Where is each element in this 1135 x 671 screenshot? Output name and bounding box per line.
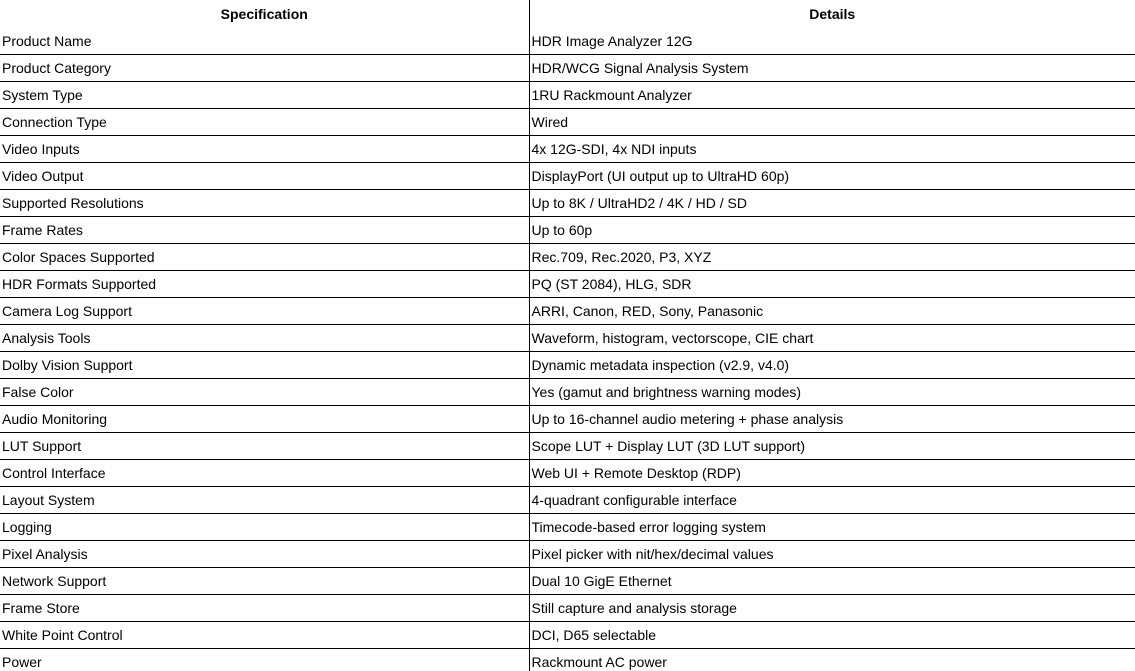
spec-name-cell: Product Category: [0, 55, 529, 82]
spec-name-cell: System Type: [0, 82, 529, 109]
spec-detail-cell: Yes (gamut and brightness warning modes): [531, 384, 802, 400]
spec-detail-cell: Rackmount AC power: [531, 654, 667, 670]
spec-detail-cell: ARRI, Canon, RED, Sony, Panasonic: [531, 303, 764, 319]
spec-name-cell: Power: [0, 649, 529, 671]
spec-name-cell: Frame Store: [0, 595, 529, 622]
table-row: [0, 487, 1135, 514]
spec-detail-cell: Dynamic metadata inspection (v2.9, v4.0): [531, 357, 790, 373]
table-row: [0, 622, 1135, 649]
table-row: [0, 433, 1135, 460]
spec-name-cell: Analysis Tools: [0, 325, 529, 352]
spec-name-cell: Audio Monitoring: [0, 406, 529, 433]
spec-detail-cell: HDR Image Analyzer 12G: [531, 33, 693, 49]
table-row: [0, 325, 1135, 352]
spec-name-cell: Pixel Analysis: [0, 541, 529, 568]
spec-detail-cell: 1RU Rackmount Analyzer: [531, 87, 692, 103]
spec-detail-cell: Scope LUT + Display LUT (3D LUT support): [531, 438, 806, 454]
table-row: [0, 244, 1135, 271]
table-row: [0, 541, 1135, 568]
spec-name-cell: Layout System: [0, 487, 529, 514]
table-row: [0, 136, 1135, 163]
table-row: [0, 406, 1135, 433]
spec-name-cell: Video Inputs: [0, 136, 529, 163]
spec-name-cell: Dolby Vision Support: [0, 352, 529, 379]
header-details: Details: [809, 6, 856, 22]
table-body: [0, 28, 1135, 671]
spec-name-cell: Video Output: [0, 163, 529, 190]
spec-name-cell: Network Support: [0, 568, 529, 595]
spec-name-cell: Product Name: [0, 28, 529, 55]
spec-detail-cell: DisplayPort (UI output up to UltraHD 60p): [531, 168, 790, 184]
spec-detail-cell: DCI, D65 selectable: [531, 627, 657, 643]
header-specification: Specification: [0, 0, 529, 28]
table-row: [0, 163, 1135, 190]
spec-detail-cell: Waveform, histogram, vectorscope, CIE chart: [531, 330, 814, 346]
table-row: [0, 568, 1135, 595]
spec-detail-cell: 4-quadrant configurable interface: [531, 492, 737, 508]
spec-detail-cell: Web UI + Remote Desktop (RDP): [531, 465, 741, 481]
spec-detail-cell: Up to 8K / UltraHD2 / 4K / HD / SD: [531, 195, 748, 211]
spec-detail-cell: Rec.709, Rec.2020, P3, XYZ: [531, 249, 712, 265]
spec-detail-cell: Up to 60p: [531, 222, 593, 238]
spec-detail-cell: Pixel picker with nit/hex/decimal values: [531, 546, 774, 562]
table-row: [0, 514, 1135, 541]
spec-name-cell: LUT Support: [0, 433, 529, 460]
spec-name-cell: Connection Type: [0, 109, 529, 136]
spec-name-cell: Supported Resolutions: [0, 190, 529, 217]
spec-detail-cell: Up to 16-channel audio metering + phase analysis: [531, 411, 844, 427]
spec-detail-cell: HDR/WCG Signal Analysis System: [531, 60, 749, 76]
spec-name-cell: Camera Log Support: [0, 298, 529, 325]
table-row: [0, 595, 1135, 622]
table-row: [0, 217, 1135, 244]
spec-name-cell: Frame Rates: [0, 217, 529, 244]
table-header-row: [0, 0, 1135, 28]
table-row: [0, 109, 1135, 136]
table-row: [0, 460, 1135, 487]
table-row: [0, 82, 1135, 109]
spec-detail-cell: Wired: [531, 114, 569, 130]
spec-name-cell: Color Spaces Supported: [0, 244, 529, 271]
spec-name-cell: HDR Formats Supported: [0, 271, 529, 298]
table-row: [0, 649, 1135, 671]
spec-detail-cell: PQ (ST 2084), HLG, SDR: [531, 276, 692, 292]
spec-detail-cell: Timecode-based error logging system: [531, 519, 766, 535]
table-row: [0, 190, 1135, 217]
table-row: [0, 28, 1135, 55]
spec-name-cell: False Color: [0, 379, 529, 406]
spec-detail-cell: 4x 12G-SDI, 4x NDI inputs: [531, 141, 697, 157]
table-row: [0, 298, 1135, 325]
table-row: [0, 379, 1135, 406]
spec-name-cell: Control Interface: [0, 460, 529, 487]
table-row: [0, 352, 1135, 379]
spec-name-cell: Logging: [0, 514, 529, 541]
spec-detail-cell: Still capture and analysis storage: [531, 600, 737, 616]
spec-name-cell: White Point Control: [0, 622, 529, 649]
table-row: [0, 55, 1135, 82]
table-row: [0, 271, 1135, 298]
spec-detail-cell: Dual 10 GigE Ethernet: [531, 573, 672, 589]
